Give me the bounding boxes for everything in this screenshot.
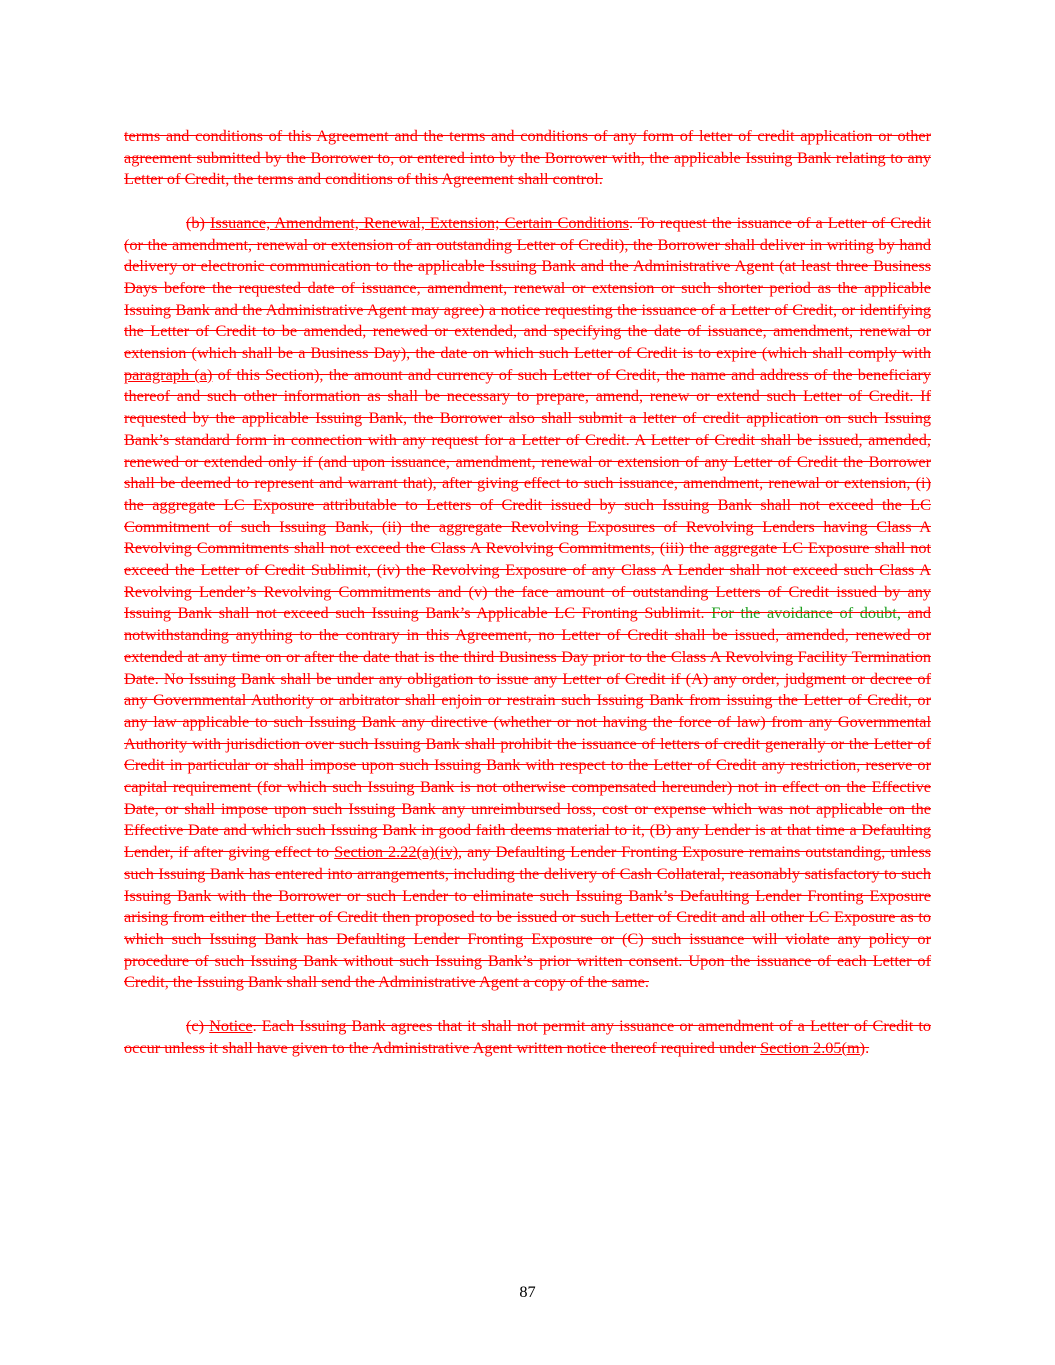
section-heading: Issuance, Amendment, Renewal, Extension; Certain Conditions [210, 212, 630, 232]
cross-reference: Section 2.05(m) [760, 1037, 866, 1057]
paragraph-text: . [865, 1037, 870, 1057]
page-number: 87 [519, 1282, 536, 1301]
section-heading: Notice [209, 1015, 253, 1035]
document-body [124, 125, 931, 1058]
paragraph-text: . To request the issuance of a Letter of Credit (or the amendment, renewal or extension of an outstanding Letter of Credit), the Borrower shall deliver in writing by hand delivery or electronic communication to the applicable Issuing Bank and the Administrative Agent (at least three Business Days before the requested date of issuance, amendment, renewal or extension or such shorter period as the applicable Issuing Bank and the Administrative Agent may agree) a notice requesting the issuance of a Letter of Credit, or identifying the Letter of Credit to be amended, renewed or extended, and specifying the date of issuance, amendment, renewal or extension (which shall be a Business Day), the date on which such Letter of Credit is to expire (which shall comply with [124, 212, 931, 363]
paragraph-spacer [124, 190, 931, 212]
paragraph-marker: (b) [186, 212, 211, 232]
paragraph-spacer [124, 993, 931, 1015]
paragraph-marker: (c) [186, 1015, 210, 1035]
paragraph-text: and notwithstanding anything to the contrary in this Agreement, no Letter of Credit shall be issued, amended, renewed or extended at any time on or after the date that is the third Business Day prior to the Class A Revolving Facility Termination Date. No Issuing Bank shall be under any obligation to issue any Letter of Credit if (A) any order, judgment or decree of any Governmental Authority or arbitrator shall enjoin or restrain such Issuing Bank from issuing the Letter of Credit, or any law applicable to such Issuing Bank any directive (whether or not having the force of law) from any Governmental Authority with jurisdiction over such Issuing Bank shall prohibit the issuance of letters of credit generally or the Letter of Credit in particular or shall impose upon such Issuing Bank with respect to the Letter of Credit any restriction, reserve or capital requirement (for which such Issuing Bank is not otherwise compensated hereunder) not in effect on the Effective Date, or shall impose upon such Issuing Bank any unreimbursed loss, cost or expense which was not applicable on the Effective Date and which such Issuing Bank in good faith deems material to it, (B) any Lender is at that time a Defaulting Lender, if after giving effect to [124, 603, 932, 862]
cross-reference: Section 2.22(a)(iv) [334, 842, 459, 862]
paragraph-text: terms and conditions of this Agreement and the terms and conditions of any form of letter of credit application or other agreement submitted by the Borrower to, or entered into by the Borrower with, the applicable Issuing Bank relating to any Letter of Credit, the terms and conditions of this Agreement shall control. [124, 126, 931, 189]
paragraph-c [124, 1015, 931, 1058]
paragraph-text: . Each Issuing Bank agrees that it shall not permit any issuance or amendment of a Letter of Credit to occur unless it shall have given to the Administrative Agent written notice thereof required under [124, 1015, 931, 1057]
inserted-text: For the avoidance of doubt, [711, 603, 901, 623]
paragraph-text: , any Defaulting Lender Fronting Exposure remains outstanding, unless such Issuing Bank has entered into arrangements, including the delivery of Cash Collateral, reasonably satisfactory to such Issuing Bank with the Borrower or such Lender to eliminate such Issuing Bank’s Defaulting Lender Fronting Exposure arising from either the Letter of Credit then proposed to be issued or such Letter of Credit and all other LC Exposure as to which such Issuing Bank has Defaulting Lender Fronting Exposure or (C) such issuance will violate any policy or procedure of such Issuing Bank without such Issuing Bank’s prior written consent. Upon the issuance of each Letter of Credit, the Issuing Bank shall send the Administrative Agent a copy of the same. [124, 842, 932, 992]
paragraph-a-continuation [124, 125, 931, 190]
paragraph-b [124, 212, 931, 993]
paragraph-text: of this Section), the amount and currency of such Letter of Credit, the name and address of the beneficiary thereof and such other information as shall be necessary to prepare, amend, renew or extend such Letter of Credit. If requested by the applicable Issuing Bank, the Borrower also shall submit a letter of credit application on such Issuing Bank’s standard form in connection with any request for a Letter of Credit. A Letter of Credit shall be issued, amended, renewed or extended only if (and upon issuance, amendment, renewal or extension of any Letter of Credit the Borrower shall be deemed to represent and warrant that), after giving effect to such issuance, amendment, renewal or extension, (i) the aggregate LC Exposure attributable to Letters of Credit issued by such Issuing Bank shall not exceed the LC Commitment of such Issuing Bank, (ii) the aggregate Revolving Exposures of Revolving Lenders having Class A Revolving Commitments shall not exceed the Class A Revolving Commitments, (iii) the aggregate LC Exposure shall not exceed the Letter of Credit Sublimit, (iv) the Revolving Exposure of any Class A Lender shall not exceed such Class A Revolving Lender’s Revolving Commitments and (v) the face amount of outstanding Letters of Credit issued by any Issuing Bank shall not exceed such Issuing Bank’s Applicable LC Fronting Sublimit. [124, 364, 931, 623]
cross-reference: paragraph (a) [124, 364, 213, 384]
